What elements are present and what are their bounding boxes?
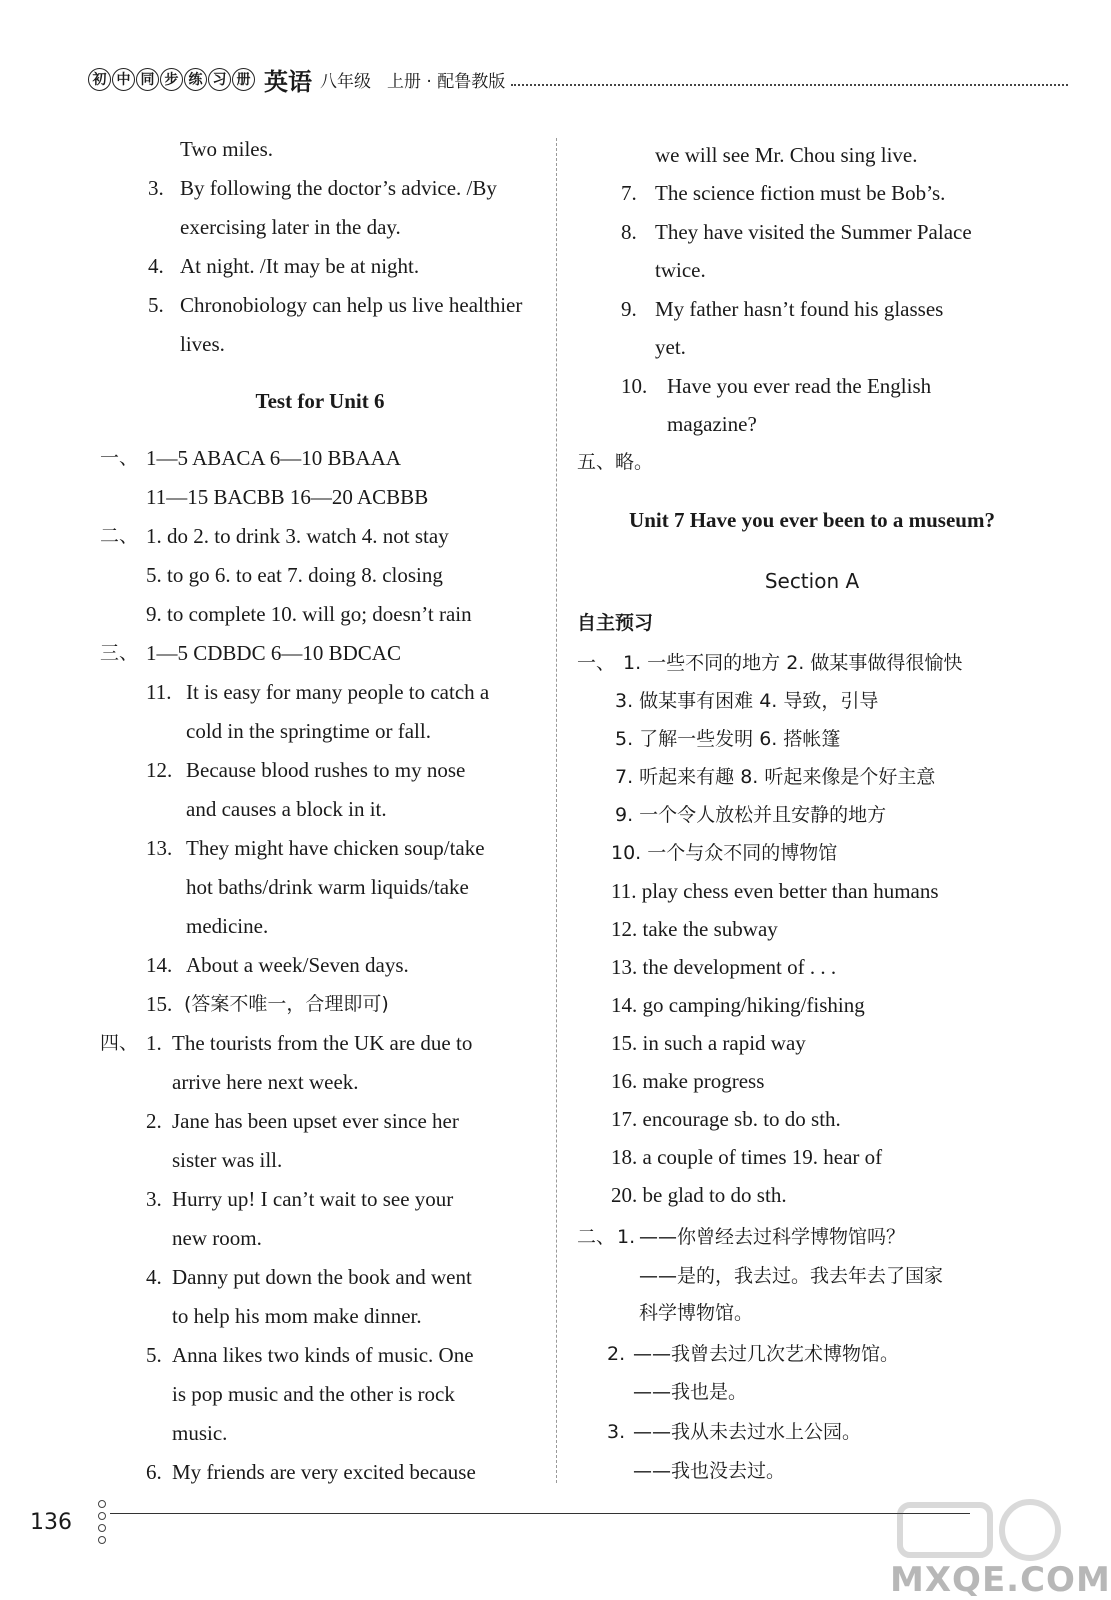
series-char: 同 bbox=[136, 68, 159, 91]
answer-line: 5. to go 6. to eat 7. doing 8. closing bbox=[146, 563, 443, 587]
answer-line: 3. Hurry up! I can’t wait to see your bbox=[146, 1187, 454, 1211]
answer-line: 一、 1—5 ABACA 6—10 BBAAA bbox=[100, 446, 401, 470]
answer-line: 16. make progress bbox=[611, 1069, 765, 1093]
unit-heading: Unit 7 Have you ever been to a museum? bbox=[629, 508, 995, 532]
page-header bbox=[88, 62, 1068, 96]
answer-line: Two miles. bbox=[180, 137, 274, 161]
series-char: 练 bbox=[184, 68, 207, 91]
subject-title: 英语 bbox=[264, 67, 312, 96]
answer-line: 7. 听起来有趣 8. 听起来像是个好主意 bbox=[615, 766, 936, 788]
answer-line: 9. My father hasn’t found his glasses bbox=[621, 297, 944, 321]
answer-line: 4. Danny put down the book and went bbox=[146, 1265, 472, 1289]
answer-line: 10. 一个与众不同的博物馆 bbox=[611, 842, 838, 864]
footer-ornament bbox=[98, 1500, 106, 1560]
answer-line: 20. be glad to do sth. bbox=[611, 1183, 787, 1207]
answer-line: 11. It is easy for many people to catch a bbox=[146, 680, 490, 704]
answer-line: is pop music and the other is rock bbox=[172, 1382, 455, 1406]
answer-line: 5. Anna likes two kinds of music. One bbox=[146, 1343, 474, 1367]
answer-line: and causes a block in it. bbox=[186, 797, 387, 821]
answer-line: 14. About a week/Seven days. bbox=[146, 953, 409, 977]
header-dotted-rule bbox=[511, 84, 1068, 86]
answer-line: 五、略。 bbox=[577, 451, 654, 473]
answer-line: we will see Mr. Chou sing live. bbox=[655, 143, 918, 167]
answer-line: 3. ——我从未去过水上公园。 bbox=[607, 1421, 862, 1443]
answer-line: ——我也是。 bbox=[633, 1381, 748, 1403]
answer-line: ——我也没去过。 bbox=[633, 1460, 786, 1482]
answer-line: new room. bbox=[172, 1226, 262, 1250]
answer-line: hot baths/drink warm liquids/take bbox=[186, 875, 469, 899]
series-char: 册 bbox=[232, 68, 255, 91]
column-divider bbox=[556, 138, 557, 1483]
answer-line: exercising later in the day. bbox=[180, 215, 401, 239]
section-heading: Test for Unit 6 bbox=[255, 389, 385, 413]
answer-line: 13. the development of . . . bbox=[611, 955, 837, 979]
answer-line: 2. ——我曾去过几次艺术博物馆。 bbox=[607, 1343, 900, 1365]
answer-line: 5. Chronobiology can help us live healthier bbox=[148, 293, 523, 317]
answer-line: ——是的，我去过。我去年去了国家 bbox=[639, 1265, 944, 1287]
answer-line: 12. Because blood rushes to my nose bbox=[146, 758, 466, 782]
answer-line: 四、 1. The tourists from the UK are due to bbox=[100, 1031, 473, 1055]
answer-line: 13. They might have chicken soup/take bbox=[146, 836, 485, 860]
answer-line: 18. a couple of times 19. hear of bbox=[611, 1145, 883, 1169]
series-char: 中 bbox=[112, 68, 135, 91]
answer-line: medicine. bbox=[186, 914, 269, 938]
answer-line: 二、 1. do 2. to drink 3. watch 4. not stay bbox=[100, 524, 449, 548]
answer-line: 11—15 BACBB 16—20 ACBBB bbox=[146, 485, 429, 509]
series-char: 习 bbox=[208, 68, 231, 91]
answer-line: 3. 做某事有困难 4. 导致，引导 bbox=[615, 690, 879, 712]
answer-line: music. bbox=[172, 1421, 228, 1445]
answer-line: 3. By following the doctor’s advice. /By bbox=[148, 176, 497, 200]
answer-line: twice. bbox=[655, 258, 706, 282]
answer-line: 10. Have you ever read the English bbox=[621, 374, 932, 398]
answer-line: 科学博物馆。 bbox=[639, 1302, 754, 1324]
answer-line: 二、 1. ——你曾经去过科学博物馆吗？ bbox=[577, 1226, 906, 1248]
answer-line: sister was ill. bbox=[172, 1148, 283, 1172]
answer-line: 7. The science fiction must be Bob’s. bbox=[621, 181, 946, 205]
edition-label: 上册 · 配鲁教版 bbox=[387, 71, 506, 92]
answer-line: lives. bbox=[180, 332, 225, 356]
answer-line: 6. My friends are very excited because bbox=[146, 1460, 476, 1484]
footer-rule bbox=[110, 1513, 970, 1514]
watermark-text: MXQE.COM bbox=[890, 1560, 1111, 1600]
answer-line: 2. Jane has been upset ever since her bbox=[146, 1109, 459, 1133]
answer-line: 11. play chess even better than humans bbox=[611, 879, 939, 903]
answer-line: 一、 1. 一些不同的地方 2. 做某事做得很愉快 bbox=[577, 652, 963, 674]
answer-line: cold in the springtime or fall. bbox=[186, 719, 431, 743]
answer-line: 三、 1—5 CDBDC 6—10 BDCAC bbox=[100, 641, 401, 665]
answer-line: arrive here next week. bbox=[172, 1070, 359, 1094]
answer-line: 9. 一个令人放松并且安静的地方 bbox=[615, 804, 887, 826]
subsection-heading: 自主预习 bbox=[577, 612, 654, 634]
answer-line: to help his mom make dinner. bbox=[172, 1304, 422, 1328]
answer-line: 15. (答案不唯一，合理即可) bbox=[146, 992, 389, 1016]
answer-line: 4. At night. /It may be at night. bbox=[148, 254, 420, 278]
page-number: 136 bbox=[30, 1510, 72, 1535]
answer-line: 15. in such a rapid way bbox=[611, 1031, 806, 1055]
grade-label: 八年级 bbox=[320, 71, 371, 92]
answer-line: magazine? bbox=[667, 412, 757, 436]
answer-line: 9. to complete 10. will go; doesn’t rain bbox=[146, 602, 472, 626]
section-heading: Section A bbox=[764, 569, 860, 593]
series-title bbox=[88, 68, 255, 91]
answer-line: 17. encourage sb. to do sth. bbox=[611, 1107, 841, 1131]
answer-line: 14. go camping/hiking/fishing bbox=[611, 993, 865, 1017]
answer-line: yet. bbox=[655, 335, 686, 359]
answer-line: 5. 了解一些发明 6. 搭帐篷 bbox=[615, 728, 841, 750]
answer-line: 8. They have visited the Summer Palace bbox=[621, 220, 972, 244]
series-char: 初 bbox=[88, 68, 111, 91]
series-char: 步 bbox=[160, 68, 183, 91]
answer-line: 12. take the subway bbox=[611, 917, 778, 941]
